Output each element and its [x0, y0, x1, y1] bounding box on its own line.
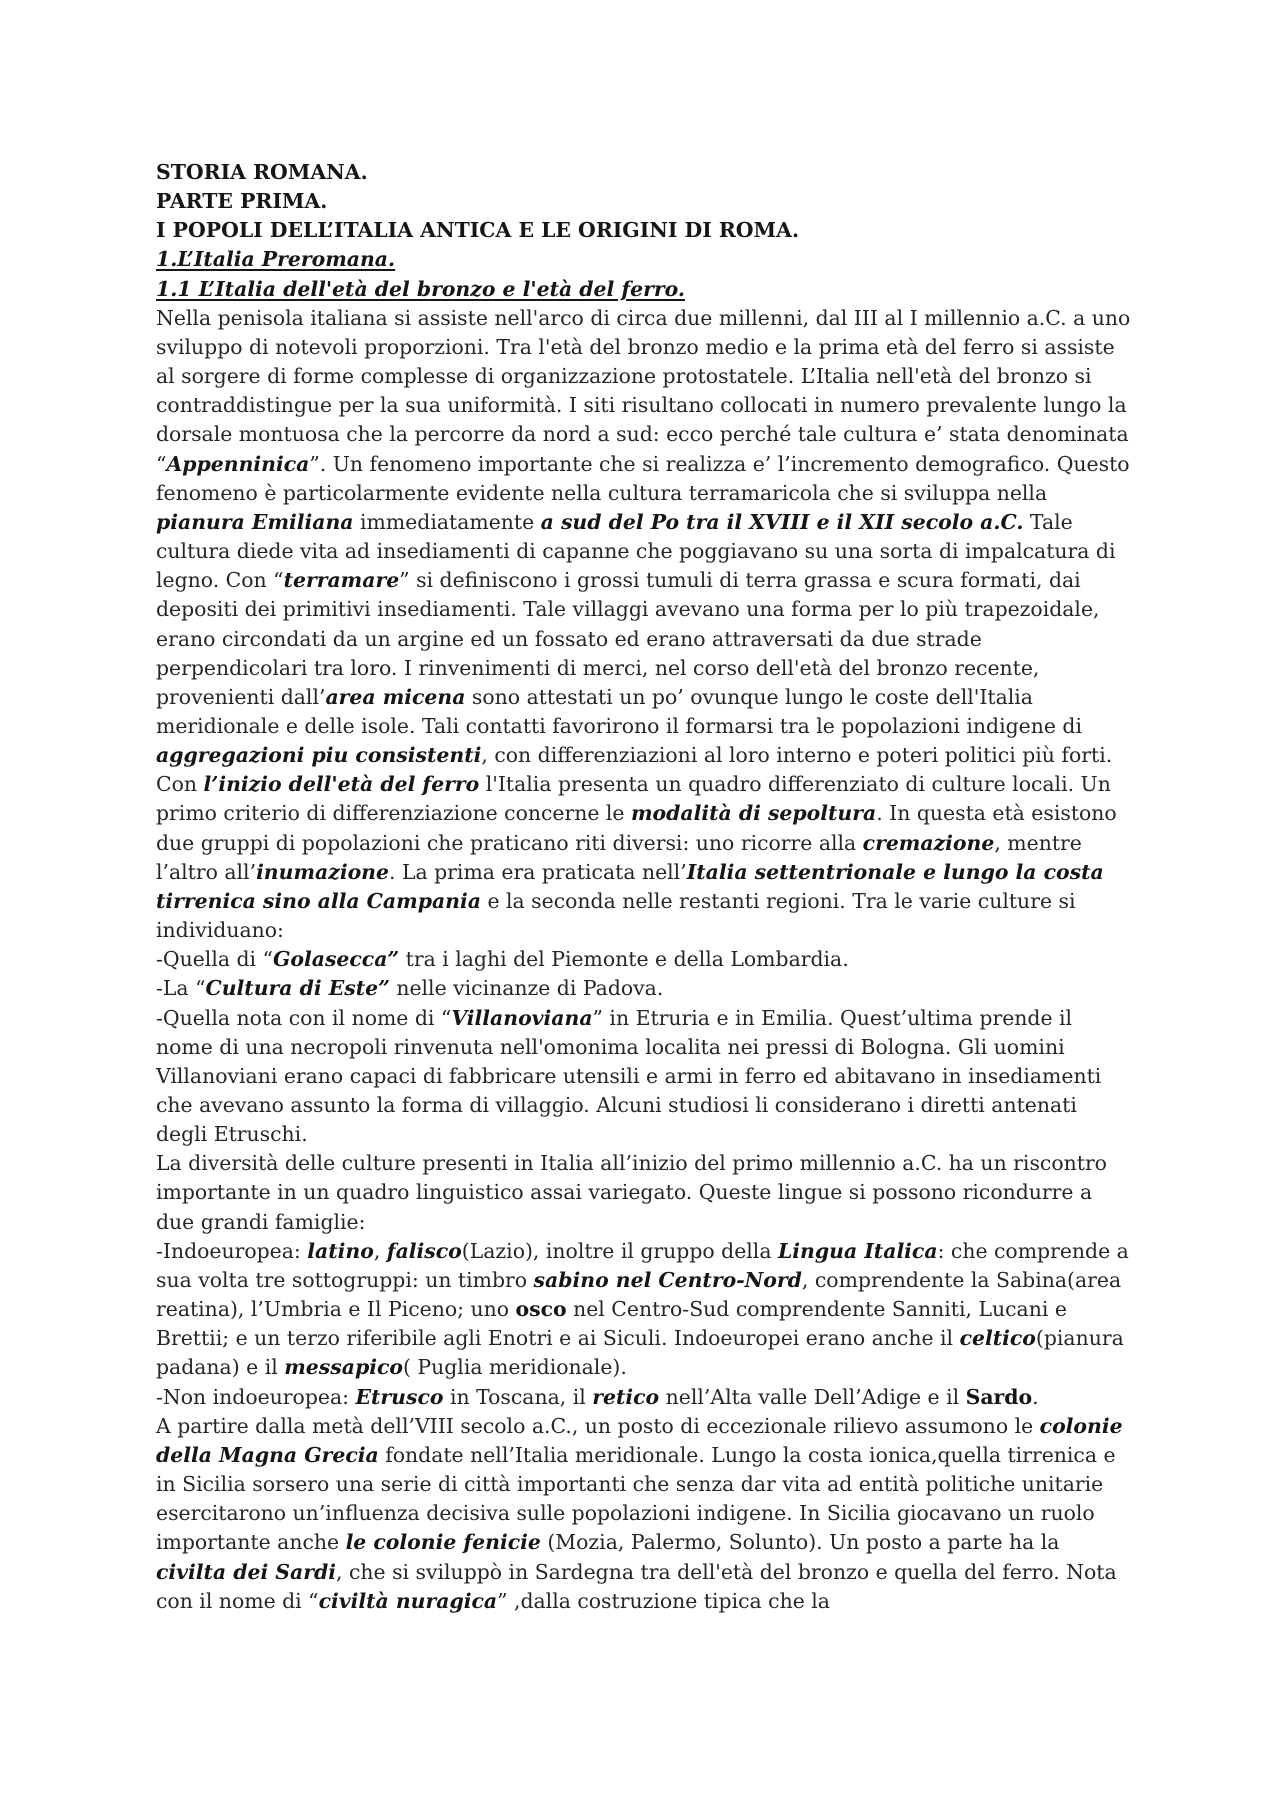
text-run: nelle vicinanze di Padova.	[389, 976, 664, 1001]
paragraph	[156, 1149, 1131, 1236]
text-run: ” ,dalla costruzione tipica che la	[497, 1588, 830, 1613]
emphasis-term: pianura Emiliana	[156, 509, 354, 534]
text-run: immediatamente	[353, 509, 541, 534]
emphasis-term: colonie della Magna Grecia	[156, 1413, 1123, 1467]
text-run: , mentre l’altro all’	[156, 830, 1082, 884]
emphasis-term: Cultura di Este”	[205, 976, 390, 1001]
text-run: nell’Alta valle Dell’Adige e il	[659, 1384, 966, 1409]
text-run: ” si definiscono i grossi tumuli di terra grassa e scura formati, dai depositi dei primitivi insediamenti. Tale villaggi avevano una forma per lo più trapezoidale, erano circondati da un argine ed un fossato ed erano attraversati da due strade perpendicolari tra loro. I rinvenimenti di merci, nel corso dell'età del bronzo recente, provenienti dall’	[156, 568, 1100, 709]
emphasis-term: inumazione	[256, 859, 389, 884]
subheading-subsection: 1.1 L’Italia dell'età del bronzo e l'età del ferro.	[156, 276, 685, 301]
heading-part: PARTE PRIMA.	[156, 189, 328, 214]
text-run: -Non indoeuropea:	[156, 1384, 356, 1409]
text-run: -Quella di “	[156, 947, 273, 972]
paragraph	[156, 1237, 1131, 1383]
text-run: .	[1032, 1384, 1039, 1409]
text-run: tra i laghi del Piemonte e della Lombardia.	[399, 947, 849, 972]
paragraph	[156, 304, 1131, 945]
text-run: (pianura padana) e il	[156, 1326, 1124, 1380]
emphasis-term: le colonie fenicie	[345, 1530, 541, 1555]
document-page	[156, 158, 1131, 1616]
text-run: ”. Un fenomeno importante che si realizza e’ l’incremento demografico. Questo fenomeno è particolarmente evidente nella cultura terramaricola che si sviluppa nella	[156, 451, 1130, 505]
text-run: -Indoeuropea:	[156, 1238, 308, 1263]
text-run: : che comprende a sua volta tre sottogruppi: un timbro	[156, 1238, 1129, 1292]
text-run: ” in Etruria e in Emilia. Quest’ultima prende il nome di una necropoli rinvenuta nell'omonima localita nei pressi di Bologna. Gli uomini Villanoviani erano capaci di fabbricare utensili e armi in ferro ed abitavano in insediamenti che avevano assunto la forma di villaggio. Alcuni studiosi li considerano i diretti antenati degli Etruschi.	[156, 1005, 1102, 1147]
body-text	[156, 304, 1131, 1616]
text-run: fondate nell’Italia meridionale. Lungo la costa ionica,quella tirrenica e in Sicilia sorsero una serie di città importanti che senza dar vita ad entità politiche unitarie esercitarono un’influenza decisiva sulle popolazioni indigene. In Sicilia giocavano un ruolo importante anche	[156, 1442, 1116, 1555]
text-run: l'Italia presenta un quadro differenziato di culture locali. Un primo criterio di differenziazione concerne le	[156, 772, 1111, 826]
text-run: . La prima era praticata nell’	[388, 859, 687, 884]
heading-chapter: I POPOLI DELL’ITALIA ANTICA E LE ORIGINI DI ROMA.	[156, 218, 800, 243]
emphasis-term: retico	[592, 1384, 660, 1409]
text-run: , comprendente la Sabina(area reatina), l’Umbria e Il Piceno; uno	[156, 1267, 1122, 1322]
text-run: , che si sviluppò in Sardegna tra dell'età del bronzo e quella del ferro. Nota con il nome di “	[156, 1559, 1117, 1613]
emphasis-term: terramare	[283, 568, 400, 593]
emphasis-term: aggregazioni piu consistenti	[156, 743, 482, 768]
emphasis-term: l’inizio dell'età del ferro	[203, 772, 480, 797]
text-run: , con differenziazioni al loro interno e poteri politici più forti. Con	[156, 743, 1113, 797]
emphasis-term: messapico	[284, 1355, 403, 1380]
text-run: ( Puglia meridionale).	[402, 1355, 627, 1380]
bold-term: osco	[515, 1297, 567, 1322]
emphasis-term: area micena	[325, 684, 466, 709]
text-run: sono attestati un po’ ovunque lungo le coste dell'Italia meridionale e delle isole. Tali contatti favorirono il formarsi tra le popolazioni indigene di	[156, 684, 1082, 738]
emphasis-term: Etrusco	[355, 1384, 444, 1409]
text-run: Tale cultura diede vita ad insediamenti di capanne che poggiavano su una sorta di impalcatura di legno. Con “	[156, 509, 1116, 593]
text-run: -La “	[156, 976, 206, 1001]
text-run: . In questa età esistono due gruppi di popolazioni che praticano riti diversi: uno ricorre alla	[156, 801, 1117, 855]
paragraph	[156, 1004, 1131, 1150]
emphasis-term: Lingua Italica	[777, 1238, 938, 1263]
paragraph	[156, 945, 1131, 974]
paragraph	[156, 1383, 1131, 1412]
text-run: (Mozia, Palermo, Solunto). Un posto a parte ha la	[540, 1530, 1060, 1555]
emphasis-term: Italia settentrionale e lungo la costa tirrenica sino alla Campania	[156, 859, 1104, 913]
emphasis-term: Villanoviana	[451, 1005, 593, 1030]
paragraph	[156, 974, 1131, 1003]
emphasis-term: a sud del Po tra il XVIII e il XII secolo a.C.	[540, 509, 1024, 534]
emphasis-term: Appenninica	[166, 451, 310, 476]
text-run: La diversità delle culture presenti in Italia all’inizio del primo millennio a.C. ha un riscontro importante in un quadro linguistico assai variegato. Queste lingue si possono ricondurre a due grandi famiglie:	[156, 1151, 1107, 1234]
emphasis-term: Golasecca”	[272, 947, 400, 972]
emphasis-term: modalità di sepoltura	[630, 801, 877, 826]
text-run: -Quella nota con il nome di “	[156, 1005, 452, 1030]
emphasis-term: falisco	[386, 1238, 462, 1263]
text-run: e la seconda nelle restanti regioni. Tra le varie culture si individuano:	[156, 888, 1076, 943]
text-run: A partire dalla metà dell’VIII secolo a.C., un posto di eccezionale rilievo assumono le	[156, 1413, 1040, 1438]
emphasis-term: sabino nel Centro-Nord	[533, 1267, 802, 1292]
emphasis-term: civilta dei Sardi	[156, 1559, 336, 1584]
emphasis-term: latino	[307, 1238, 374, 1263]
paragraph	[156, 1412, 1131, 1616]
emphasis-term: civiltà nuragica	[318, 1588, 498, 1613]
heading-course-title: STORIA ROMANA.	[156, 160, 368, 184]
text-run: Nella penisola italiana si assiste nell'arco di circa due millenni, dal III al I millennio a.C. a uno sviluppo di notevoli proporzioni. Tra l'età del bronzo medio e la prima età del ferro si assiste al sorgere di forme complesse di organizzazione protostatele. L’Italia nell'età del bronzo si contraddistingue per la sua uniformità. I siti risultano collocati in numero prevalente lungo la dorsale montuosa che la percorre da nord a sud: ecco perché tale cultura e’ stata denominata “	[156, 305, 1131, 476]
text-run: in Toscana, il	[443, 1384, 593, 1409]
bold-term: Sardo	[965, 1384, 1033, 1409]
emphasis-term: celtico	[959, 1326, 1036, 1351]
subheading-section: 1.L’Italia Preromana.	[156, 247, 396, 272]
text-run: ,	[373, 1238, 387, 1263]
text-run: nel Centro-Sud comprendente Sanniti, Lucani e Brettii; e un terzo riferibile agli Enotri e ai Siculi. Indoeuropei erano anche il	[156, 1297, 1067, 1351]
emphasis-term: cremazione	[862, 830, 995, 855]
text-run: (Lazio), inoltre il gruppo della	[461, 1238, 778, 1263]
